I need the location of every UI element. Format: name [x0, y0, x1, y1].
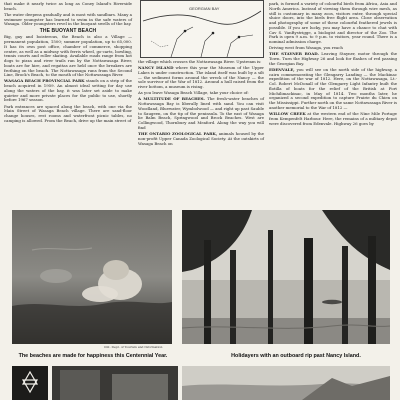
- left-column: [4, 2, 132, 125]
- map-label: GEORGIAN BAY: [189, 6, 220, 11]
- middle-text-2: As you leave Wasaga Beach Village, take your choice of:: [138, 90, 249, 96]
- middle-text-1: where this year the Museum of the Upper Lakes is under construction. The island itself was built by a silt — the sediment forms around the wreck of the Nancy — the sole survivor of the War of 1812. Around a hull raised from the river bottom, a museum is rising.: [138, 65, 264, 90]
- park-paragraph-2: [4, 105, 132, 124]
- middle-paragraph-2: [138, 91, 264, 96]
- swimming-child-image: [12, 210, 172, 344]
- map-drawing: [141, 1, 263, 57]
- nancy-island-image: [182, 210, 390, 344]
- right-paragraph-3: [269, 52, 397, 66]
- right-text-4: you will see on the north side of the highway, a cairn commemorating the Glengarry Landing — the Mackinac expedition of the war of 1812. Here, on the Nottawasaga, Lt.-Col. Robert McDonall of the Glengarry Light Infantry built the flotilla of boats for the relief of the British at Fort Michilimackinac, in May of 1814. Two months later, he organized a second expedition to capture Prairie du Chien on the Mississippi. Further north on the same Nottawasaga River is another memorial to the War of 1812 —: [269, 66, 398, 110]
- park-paragraph-1: [4, 79, 132, 103]
- right-text-3: Leaving Stayner, motor through the Town. Turn the Highway 26 and look for flashes of red passing the Georgian Bay.: [269, 51, 397, 66]
- swimming-child-photo: [12, 210, 172, 344]
- left-paragraph-2: The water deepens gradually and is most with sandbars. Many a swimmer youngster has learned to swim in the safe waters of Wasaga. Older youngsters revel in the buoyant swells of the bay.: [4, 11, 132, 27]
- section-heading: THE BUOYANT BEACH: [39, 27, 97, 34]
- park-text: stands on a strip of the beach acquired in 1959. An almost ideal setting for day use along the waters of the bay, it was later set aside to make quieter and more private places for the public to use, shortly before 1967 season.: [4, 78, 132, 103]
- middle-paragraph-4: [138, 132, 264, 146]
- left-photo-caption: The beaches are made for happiness this Centennial Year.: [18, 353, 168, 359]
- right-lead-5: WILLOW CREEK: [269, 111, 306, 117]
- middle-text-3: The fresh-water beaches of Nottawasaga Bay is liberally lined with sand. You can visit Woodland, Bluewater, Wymbolwood — and right up past Sauble to Saugeen, on the tip of the peninsula. To the east of Wasaga lie Balm Beach, Springwood and Brock Beaches. West are Collingwood, Thornbury and Meaford. Along the way you will find: [138, 96, 265, 130]
- nancy-island-photo: [182, 210, 390, 344]
- star-of-david-icon: [12, 366, 48, 400]
- right-text-5: at the western end of the Nine Mile Portage from Kempenfelt Harbour. Here, the remains of a military depot were discovered from Edenvale. Highway 26 goes by: [269, 111, 397, 126]
- middle-lead-4: THE ONTARIO ZOOLOGICAL PARK,: [138, 131, 218, 137]
- photo-credit: Ont. Dept. of Tourism and Information: [104, 345, 163, 349]
- bottom-right-landscape-image: [182, 366, 390, 400]
- park-lead: WASAGA BEACH PROVINCIAL PARK: [4, 78, 85, 84]
- middle-paragraph-3: [138, 97, 264, 130]
- area-map: [140, 0, 264, 58]
- middle-paragraph-1: [138, 66, 264, 90]
- middle-top-paragraph: the village which crosses the Nottawasaga River. Upstream is:: [138, 59, 262, 64]
- right-lead-4: EDENVALE,: [269, 66, 295, 72]
- right-lead-3: THE STAYNER ROAD.: [269, 51, 319, 57]
- middle-lead-1: NANCY ISLAND: [138, 65, 174, 71]
- right-paragraph-4: [269, 68, 397, 111]
- right-paragraph-1: park, is formed a variety of colourful birds from Africa, Asia and North America. Instead of viewing them through wire mesh, as still is customary in many zoos, visitors enter, through special sluice doors, into the birds free flight area. Close observation and photography of some of these colourful feathered jewels is possible. If you are lucky, you may have a chance to chat with Cav S. VanBystrigge, a biologist and director of the Zoo. The Park is open 9 a.m. to 9 p.m. to visitors, year round. There is a nominal admission charge.: [269, 1, 397, 44]
- shoreline-landscape: [182, 366, 390, 400]
- right-paragraph-2: Driving west from Wasaga, you reach: [269, 45, 343, 51]
- middle-lead-3: A MULTITUDE OF BEACHES.: [138, 96, 205, 102]
- left-paragraph-3: Big, gay and boisterous, the Beach is also a Village — permanent population, 1500; summer population, up to 65,000. It has its own post office, chamber of commerce, shopping centre, as well as a midway with ferris wheel, go-carts, bowling, tennis courts and roller skating. Available roads range from hot dogs to pizza and river trails run by the Nottawasaga River, boats are for hire, and regattas are held once the breakers are frothing on the beach. The Nottawasaga runs from the Second Line, Brock's Beach, to the mouth of the Nottawasaga River.: [4, 34, 132, 78]
- bottom-middle-image: [52, 366, 178, 400]
- middle-column: [138, 60, 264, 148]
- right-photo-caption: Holidayers with an outboard rip past Nancy Island.: [231, 353, 361, 359]
- right-paragraph-5: [269, 112, 397, 126]
- left-paragraph-1: that make it nearly twice as long as Coney Island's Riverside beach.: [4, 1, 132, 11]
- bottom-left-logo-image: [12, 366, 48, 400]
- park-text-2: Park entrances are spaced along the beach, with one via the Main Street of Wasaga Beach village. There are sand-floor change houses, rest rooms and waterfront picnic tables, no camping is allowed. From the Beach, drive up the main street of: [4, 103, 132, 123]
- middle-text-4: animals housed by the non-profit Upper Canada Zoological Society. At the outskirts of Wasaga Beach on: [138, 131, 264, 146]
- right-column: [269, 2, 397, 128]
